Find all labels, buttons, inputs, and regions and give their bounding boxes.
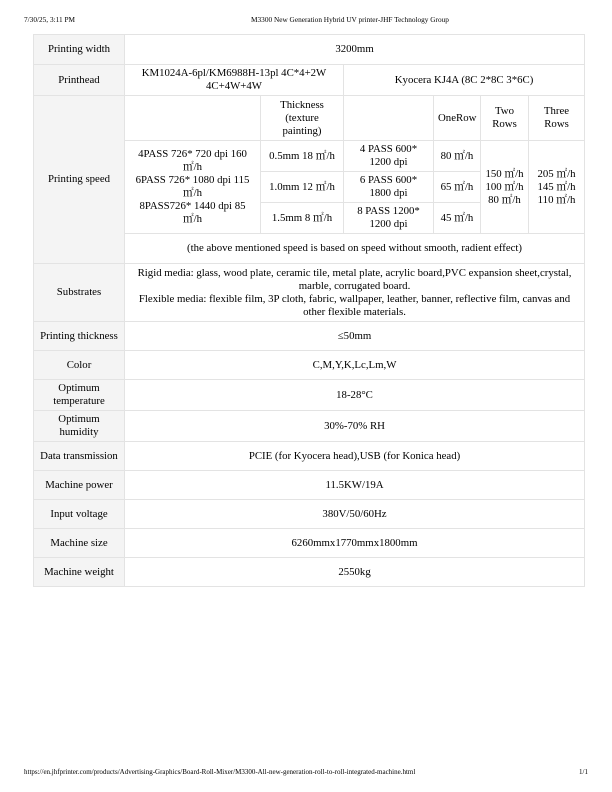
row-machine-power [34,471,585,500]
printhead-konica: KM1024A-6pl/KM6988H-13pl 4C*4+2W 4C+4W+4W [125,65,344,96]
substrates-flexible: Flexible media: flexible film, 3P cloth, fabric, wallpaper, leather, banner, reflective film, canvas and other flexible materials. [138,292,571,318]
color-value: C,M,Y,K,Lc,Lm,W [125,351,585,380]
one-row-speed-1: 80 ㎡/h [434,141,481,172]
data-transmission-label: Data transmission [34,442,125,471]
substrates-value [125,264,585,322]
row-input-voltage [34,500,585,529]
printing-thickness-value: ≤50mm [125,322,585,351]
thickness-speed-1: 0.5mm 18 ㎡/h [261,141,344,172]
three-rows-speeds [529,141,585,234]
kyocera-mode-3: 8 PASS 1200* 1200 dpi [344,203,434,234]
konica-mode-1: 4PASS 726* 720 dpi 160 ㎡/h [138,148,247,173]
one-row-speed-2: 65 ㎡/h [434,172,481,203]
thickness-speed-2: 1.0mm 12 ㎡/h [261,172,344,203]
page-url: https://en.jhfprinter.com/products/Advertising-Graphics/Board-Roll-Mixer/M3300-All-new-generation-roll-to-roll-integrated-machine.html [24,768,416,776]
two-rows-speeds [481,141,529,234]
speed-header-blank [125,96,261,141]
color-label: Color [34,351,125,380]
row-printhead [34,65,585,96]
input-voltage-label: Input voltage [34,500,125,529]
optimum-humidity-label: Optimum humidity [34,411,125,442]
konica-mode-2: 6PASS 726* 1080 dpi 115 ㎡/h [135,174,250,199]
row-machine-weight [34,558,585,587]
speed-note: (the above mentioned speed is based on speed without smooth, radient effect) [125,234,585,264]
page-number: 1/1 [579,768,588,776]
optimum-humidity-value: 30%-70% RH [125,411,585,442]
optimum-temperature-label: Optimum temperature [34,380,125,411]
printhead-label: Printhead [34,65,125,96]
speed-header-two-rows: Two Rows [481,96,529,141]
page-title: M3300 New Generation Hybrid UV printer-JHF Technology Group [251,15,449,24]
kyocera-mode-1: 4 PASS 600* 1200 dpi [344,141,434,172]
two-rows-speed-3: 80 ㎡/h [488,193,521,206]
printing-thickness-label: Printing thickness [34,322,125,351]
row-printing-thickness [34,322,585,351]
two-rows-speed-2: 100 ㎡/h [485,180,524,193]
two-rows-speed-1: 150 ㎡/h [485,167,524,180]
speed-header-one-row: OneRow [434,96,481,141]
speed-header-thickness: Thickness (texture painting) [261,96,344,141]
thickness-speed-3: 1.5mm 8 ㎡/h [261,203,344,234]
substrates-label: Substrates [34,264,125,322]
printing-speed-label: Printing speed [34,96,125,264]
row-color [34,351,585,380]
row-data-transmission [34,442,585,471]
data-transmission-value: PCIE (for Kyocera head),USB (for Konica head) [125,442,585,471]
row-optimum-humidity [34,411,585,442]
input-voltage-value: 380V/50/60Hz [125,500,585,529]
machine-weight-label: Machine weight [34,558,125,587]
printing-width-value: 3200mm [125,35,585,65]
print-datetime: 7/30/25, 3:11 PM [24,15,76,24]
printing-width-label: Printing width [34,35,125,65]
konica-mode-3: 8PASS726* 1440 dpi 85 ㎡/h [139,200,246,225]
printhead-kyocera: Kyocera KJ4A (8C 2*8C 3*6C) [344,65,585,96]
three-rows-speed-3: 110 ㎡/h [537,193,576,206]
row-machine-size [34,529,585,558]
row-speed-header [34,96,585,141]
machine-power-value: 11.5KW/19A [125,471,585,500]
row-optimum-temperature [34,380,585,411]
one-row-speed-3: 45 ㎡/h [434,203,481,234]
machine-power-label: Machine power [34,471,125,500]
spec-table [33,34,585,587]
machine-size-value: 6260mmx1770mmx1800mm [125,529,585,558]
kyocera-mode-2: 6 PASS 600* 1800 dpi [344,172,434,203]
three-rows-speed-1: 205 ㎡/h [537,167,576,180]
optimum-temperature-value: 18-28°C [125,380,585,411]
speed-header-three-rows: Three Rows [529,96,585,141]
konica-speed-modes [125,141,261,234]
speed-header-blank-2 [344,96,434,141]
row-substrates [34,264,585,322]
substrates-rigid: Rigid media: glass, wood plate, ceramic tile, metal plate, acrylic board,PVC expansion sheet,crystal, marble, corrugated board. [137,266,572,292]
machine-weight-value: 2550kg [125,558,585,587]
row-printing-width [34,35,585,65]
machine-size-label: Machine size [34,529,125,558]
three-rows-speed-2: 145 ㎡/h [537,180,576,193]
